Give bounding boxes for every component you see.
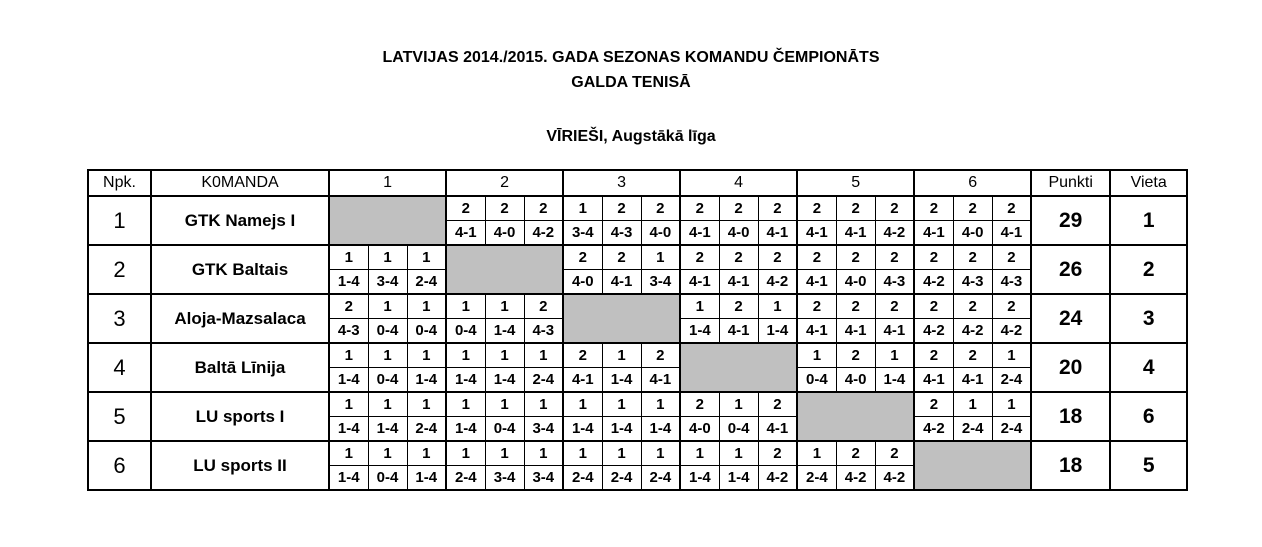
match-points: 1	[485, 343, 524, 368]
match-points: 2	[758, 441, 797, 466]
match-points: 1	[407, 294, 446, 319]
match-score: 2-4	[641, 466, 680, 491]
match-score: 1-4	[407, 368, 446, 393]
match-points: 1	[602, 392, 641, 417]
match-score: 4-2	[836, 466, 875, 491]
header-place: Vieta	[1110, 170, 1187, 196]
match-points: 2	[992, 196, 1031, 221]
match-points: 1	[329, 441, 368, 466]
match-score: 3-4	[524, 466, 563, 491]
match-points: 2	[680, 196, 719, 221]
match-score: 4-1	[797, 221, 836, 246]
match-score: 3-4	[563, 221, 602, 246]
match-score: 4-3	[953, 270, 992, 295]
match-score: 1-4	[602, 417, 641, 442]
match-score: 4-3	[992, 270, 1031, 295]
match-score: 1-4	[563, 417, 602, 442]
match-points: 1	[797, 441, 836, 466]
team-points: 20	[1031, 343, 1110, 392]
match-points: 2	[797, 196, 836, 221]
team-name: Aloja-Mazsalaca	[151, 294, 329, 343]
match-score: 1-4	[446, 417, 485, 442]
team-points: 18	[1031, 441, 1110, 490]
match-points: 1	[641, 245, 680, 270]
match-points: 1	[407, 441, 446, 466]
match-points: 1	[758, 294, 797, 319]
row-number: 4	[88, 343, 151, 392]
match-points: 1	[524, 441, 563, 466]
match-points: 2	[563, 343, 602, 368]
team-place: 4	[1110, 343, 1187, 392]
row-number: 2	[88, 245, 151, 294]
match-score: 1-4	[329, 270, 368, 295]
match-score: 0-4	[797, 368, 836, 393]
match-points: 2	[680, 392, 719, 417]
match-score: 2-4	[407, 417, 446, 442]
match-score: 1-4	[407, 466, 446, 491]
row-number: 1	[88, 196, 151, 245]
match-points: 2	[680, 245, 719, 270]
self-match-blank	[797, 392, 914, 441]
match-score: 4-1	[446, 221, 485, 246]
match-points: 2	[797, 245, 836, 270]
header-npk: Npk.	[88, 170, 151, 196]
header-round-4: 4	[680, 170, 797, 196]
match-score: 2-4	[407, 270, 446, 295]
header-points: Punkti	[1031, 170, 1110, 196]
match-score: 0-4	[485, 417, 524, 442]
match-score: 4-1	[797, 319, 836, 344]
match-score: 1-4	[875, 368, 914, 393]
team-points: 24	[1031, 294, 1110, 343]
match-score: 1-4	[446, 368, 485, 393]
match-score: 3-4	[368, 270, 407, 295]
match-score: 4-0	[680, 417, 719, 442]
match-score: 1-4	[602, 368, 641, 393]
match-points: 1	[485, 392, 524, 417]
match-score: 2-4	[953, 417, 992, 442]
match-points: 1	[602, 343, 641, 368]
match-points: 1	[446, 441, 485, 466]
match-points: 1	[719, 441, 758, 466]
match-score: 4-1	[836, 319, 875, 344]
match-points: 2	[446, 196, 485, 221]
match-score: 4-1	[758, 417, 797, 442]
match-score: 4-2	[992, 319, 1031, 344]
match-points: 2	[914, 196, 953, 221]
match-points: 1	[368, 343, 407, 368]
match-points: 2	[875, 441, 914, 466]
match-score: 3-4	[641, 270, 680, 295]
match-score: 4-2	[875, 466, 914, 491]
table-row	[88, 294, 1187, 319]
match-score: 2-4	[563, 466, 602, 491]
header-round-3: 3	[563, 170, 680, 196]
match-points: 2	[758, 245, 797, 270]
match-score: 4-2	[758, 466, 797, 491]
header-round-6: 6	[914, 170, 1031, 196]
match-score: 0-4	[719, 417, 758, 442]
team-name: GTK Baltais	[151, 245, 329, 294]
team-name: Baltā Līnija	[151, 343, 329, 392]
match-points: 1	[992, 392, 1031, 417]
match-score: 0-4	[368, 466, 407, 491]
match-points: 2	[602, 196, 641, 221]
match-points: 2	[914, 245, 953, 270]
header-team: K0MANDA	[151, 170, 329, 196]
match-points: 1	[446, 392, 485, 417]
match-score: 0-4	[446, 319, 485, 344]
match-points: 1	[719, 392, 758, 417]
match-score: 4-1	[563, 368, 602, 393]
match-score: 1-4	[719, 466, 758, 491]
match-points: 1	[407, 245, 446, 270]
match-score: 4-1	[953, 368, 992, 393]
match-score: 0-4	[368, 368, 407, 393]
team-place: 3	[1110, 294, 1187, 343]
match-points: 1	[407, 343, 446, 368]
match-score: 4-3	[875, 270, 914, 295]
match-points: 2	[953, 196, 992, 221]
match-score: 4-2	[875, 221, 914, 246]
row-number: 6	[88, 441, 151, 490]
match-points: 1	[641, 441, 680, 466]
match-score: 4-2	[914, 417, 953, 442]
match-score: 4-1	[680, 221, 719, 246]
team-place: 1	[1110, 196, 1187, 245]
match-points: 2	[485, 196, 524, 221]
match-points: 2	[836, 343, 875, 368]
match-score: 4-1	[758, 221, 797, 246]
self-match-blank	[446, 245, 563, 294]
match-points: 2	[758, 392, 797, 417]
team-name: GTK Namejs I	[151, 196, 329, 245]
match-score: 4-1	[914, 368, 953, 393]
self-match-blank	[914, 441, 1031, 490]
match-points: 2	[953, 245, 992, 270]
match-score: 1-4	[329, 417, 368, 442]
match-points: 1	[329, 392, 368, 417]
match-score: 4-2	[758, 270, 797, 295]
match-score: 4-0	[953, 221, 992, 246]
match-score: 3-4	[485, 466, 524, 491]
team-place: 6	[1110, 392, 1187, 441]
match-score: 0-4	[368, 319, 407, 344]
match-score: 4-2	[524, 221, 563, 246]
match-points: 1	[641, 392, 680, 417]
match-score: 4-1	[992, 221, 1031, 246]
match-points: 2	[719, 245, 758, 270]
match-points: 1	[485, 294, 524, 319]
match-points: 1	[368, 392, 407, 417]
match-score: 4-0	[485, 221, 524, 246]
match-score: 4-3	[602, 221, 641, 246]
match-points: 2	[875, 245, 914, 270]
match-points: 2	[836, 245, 875, 270]
match-points: 2	[953, 294, 992, 319]
match-score: 2-4	[797, 466, 836, 491]
match-score: 2-4	[992, 417, 1031, 442]
match-points: 1	[368, 294, 407, 319]
match-points: 1	[524, 392, 563, 417]
title-line-1: LATVIJAS 2014./2015. GADA SEZONAS KOMANDU ČEMPIONĀTS	[382, 49, 880, 66]
match-points: 2	[602, 245, 641, 270]
match-points: 2	[836, 441, 875, 466]
match-score: 4-2	[914, 319, 953, 344]
match-score: 4-1	[602, 270, 641, 295]
table-row	[88, 392, 1187, 417]
match-points: 1	[992, 343, 1031, 368]
row-number: 5	[88, 392, 151, 441]
match-points: 2	[563, 245, 602, 270]
match-points: 1	[563, 196, 602, 221]
self-match-blank	[329, 196, 446, 245]
match-points: 2	[914, 294, 953, 319]
match-points: 1	[797, 343, 836, 368]
match-score: 4-1	[719, 270, 758, 295]
table-row	[88, 245, 1187, 270]
match-score: 1-4	[680, 466, 719, 491]
table-row	[88, 343, 1187, 368]
match-points: 2	[641, 196, 680, 221]
team-points: 26	[1031, 245, 1110, 294]
match-points: 2	[641, 343, 680, 368]
match-score: 4-1	[719, 319, 758, 344]
self-match-blank	[563, 294, 680, 343]
subtitle: VĪRIEŠI, Augstākā līga	[546, 128, 716, 145]
match-points: 1	[407, 392, 446, 417]
match-score: 4-0	[836, 368, 875, 393]
match-points: 1	[953, 392, 992, 417]
match-points: 1	[329, 245, 368, 270]
header-round-2: 2	[446, 170, 563, 196]
match-score: 2-4	[446, 466, 485, 491]
match-score: 1-4	[368, 417, 407, 442]
header-row	[88, 170, 1187, 196]
match-score: 4-1	[680, 270, 719, 295]
team-place: 2	[1110, 245, 1187, 294]
match-points: 2	[524, 196, 563, 221]
match-points: 1	[563, 441, 602, 466]
match-score: 4-0	[836, 270, 875, 295]
match-points: 2	[992, 245, 1031, 270]
team-place: 5	[1110, 441, 1187, 490]
match-points: 1	[875, 343, 914, 368]
match-points: 1	[485, 441, 524, 466]
match-score: 4-1	[797, 270, 836, 295]
team-name: LU sports I	[151, 392, 329, 441]
match-points: 1	[446, 343, 485, 368]
match-score: 4-1	[914, 221, 953, 246]
match-score: 4-0	[641, 221, 680, 246]
match-score: 1-4	[485, 368, 524, 393]
match-points: 1	[368, 441, 407, 466]
match-points: 1	[563, 392, 602, 417]
team-points: 18	[1031, 392, 1110, 441]
match-points: 2	[953, 343, 992, 368]
match-score: 4-2	[914, 270, 953, 295]
match-points: 2	[758, 196, 797, 221]
match-score: 1-4	[329, 466, 368, 491]
match-score: 1-4	[485, 319, 524, 344]
match-score: 4-1	[875, 319, 914, 344]
match-score: 4-0	[719, 221, 758, 246]
match-score: 2-4	[524, 368, 563, 393]
match-score: 1-4	[329, 368, 368, 393]
match-points: 1	[329, 343, 368, 368]
match-score: 1-4	[758, 319, 797, 344]
match-points: 2	[719, 196, 758, 221]
match-score: 4-1	[836, 221, 875, 246]
match-points: 2	[836, 196, 875, 221]
match-score: 1-4	[680, 319, 719, 344]
match-points: 2	[914, 343, 953, 368]
match-score: 4-3	[329, 319, 368, 344]
table-row	[88, 196, 1187, 221]
match-score: 1-4	[641, 417, 680, 442]
match-points: 1	[680, 441, 719, 466]
match-points: 2	[875, 294, 914, 319]
match-points: 2	[992, 294, 1031, 319]
row-number: 3	[88, 294, 151, 343]
match-score: 0-4	[407, 319, 446, 344]
match-points: 2	[719, 294, 758, 319]
match-score: 4-1	[641, 368, 680, 393]
match-score: 4-2	[953, 319, 992, 344]
match-score: 2-4	[992, 368, 1031, 393]
team-points: 29	[1031, 196, 1110, 245]
match-points: 2	[875, 196, 914, 221]
standings-table	[87, 169, 1188, 491]
match-points: 1	[368, 245, 407, 270]
match-points: 1	[680, 294, 719, 319]
match-points: 1	[524, 343, 563, 368]
team-name: LU sports II	[151, 441, 329, 490]
match-score: 2-4	[602, 466, 641, 491]
self-match-blank	[680, 343, 797, 392]
match-points: 2	[524, 294, 563, 319]
header-round-5: 5	[797, 170, 914, 196]
match-points: 2	[329, 294, 368, 319]
match-points: 2	[914, 392, 953, 417]
title-line-2: GALDA TENISĀ	[571, 74, 691, 91]
match-points: 2	[836, 294, 875, 319]
match-points: 1	[602, 441, 641, 466]
header-round-1: 1	[329, 170, 446, 196]
match-score: 4-3	[524, 319, 563, 344]
table-row	[88, 441, 1187, 466]
match-score: 3-4	[524, 417, 563, 442]
match-score: 4-0	[563, 270, 602, 295]
match-points: 1	[446, 294, 485, 319]
match-points: 2	[797, 294, 836, 319]
